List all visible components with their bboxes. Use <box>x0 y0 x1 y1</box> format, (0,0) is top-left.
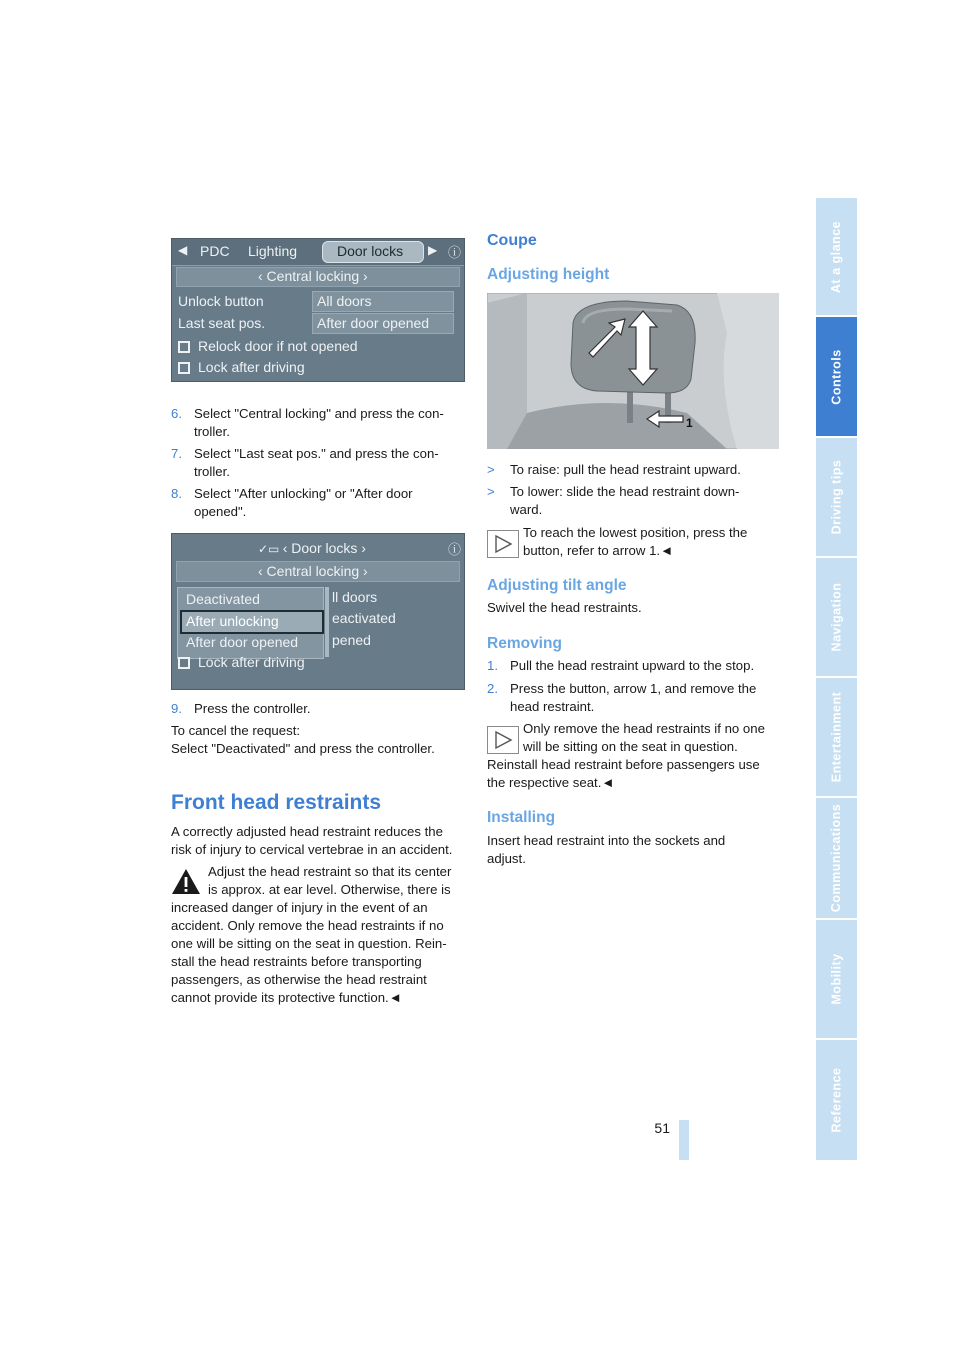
warning-line-1: Adjust the head restraint so that its center <box>208 864 452 879</box>
head-restraint-illustration <box>487 293 779 449</box>
bullet-raise: > To raise: pull the head restraint upward. <box>487 462 741 477</box>
warning-line-4: accident. Only remove the head restraints if no <box>171 918 444 933</box>
warning-line-2: is approx. at ear level. Otherwise, there is <box>208 882 451 897</box>
bullet-lower: > To lower: slide the head restraint down- <box>487 484 740 499</box>
options-icon: ⓘ <box>448 542 462 557</box>
warning-line-7: passengers, as otherwise the head restraint <box>171 972 427 987</box>
header-door-locks: ✓▭ ‹ Door locks › <box>258 540 366 556</box>
step-6: 6. Select "Central locking" and press the con- troller. <box>171 406 444 439</box>
submenu-central-locking: ‹ Central locking › <box>258 268 368 284</box>
options-icon: ⓘ <box>448 245 462 260</box>
menu-tab-door-locks: Door locks <box>337 243 404 259</box>
row-unlock-button: Unlock button <box>178 293 264 309</box>
step-9: 9. Press the controller. <box>171 701 311 716</box>
side-tab-reference[interactable]: Reference <box>816 1040 857 1160</box>
intro-line-2: risk of injury to cervical vertebrae in an accident. <box>171 842 453 857</box>
heading-adjusting-tilt-angle: Adjusting tilt angle <box>487 577 627 594</box>
left-arrow-icon: ◀ <box>178 243 188 257</box>
checkbox-lock-after-driving: Lock after driving <box>178 654 305 670</box>
warning-line-3: increased danger of injury in the event of an <box>171 900 428 915</box>
value-after-door-opened: After door opened <box>317 315 430 331</box>
step-8: 8. Select "After unlocking" or "After door opened". <box>171 486 413 519</box>
note-play-icon <box>487 530 519 558</box>
warning-triangle-icon <box>171 868 201 895</box>
side-tab-communications[interactable]: Communications <box>816 798 857 918</box>
bg-item-opened: pened <box>332 632 371 648</box>
heading-adjusting-height: Adjusting height <box>487 266 610 283</box>
note-play-icon <box>487 726 519 754</box>
side-tab-controls[interactable]: Controls <box>816 317 857 436</box>
right-arrow-icon: ▶ <box>428 243 438 257</box>
remove-step-2: 2. Press the button, arrow 1, and remove the <box>487 681 757 696</box>
row-last-seat-pos: Last seat pos. <box>178 315 266 331</box>
note2-line-3: Reinstall head restraint before passengers use <box>487 757 760 772</box>
option-deactivated: Deactivated <box>186 591 260 607</box>
side-tab-at-a-glance[interactable]: At a glance <box>816 198 857 315</box>
install-line-1: Insert head restraint into the sockets and <box>487 833 726 848</box>
bg-item-deactivated: eactivated <box>332 610 396 626</box>
side-tab-navigation[interactable]: Navigation <box>816 558 857 676</box>
submenu-central-locking: ‹ Central locking › <box>258 563 368 579</box>
checkbox-icon <box>178 341 190 353</box>
side-tab-driving-tips[interactable]: Driving tips <box>816 438 857 556</box>
heading-installing: Installing <box>487 809 556 826</box>
idrive-screen-central-locking <box>171 533 465 690</box>
warning-line-6: stall the head restraints before transporting <box>171 954 422 969</box>
checkbox-icon <box>178 362 190 374</box>
menu-tab-lighting: Lighting <box>248 243 298 259</box>
side-tab-entertainment[interactable]: Entertainment <box>816 678 857 796</box>
install-line-2: adjust. <box>487 851 526 866</box>
heading-coupe: Coupe <box>487 232 537 249</box>
warning-line-5: one will be sitting on the seat in question. Rein- <box>171 936 447 951</box>
idrive-screen-door-locks <box>171 238 465 382</box>
section-title-front-head-restraints: Front head restraints <box>171 791 382 814</box>
checkbox-lock-after-driving: Lock after driving <box>178 359 305 375</box>
bullet-lower-cont: ward. <box>510 502 543 517</box>
remove-step-1: 1. Pull the head restraint upward to the stop. <box>487 658 755 673</box>
note1-line-2: button, refer to arrow 1.◄ <box>523 543 674 558</box>
tilt-text: Swivel the head restraints. <box>487 600 642 615</box>
note2-line-1: Only remove the head restraints if no one <box>523 721 765 736</box>
value-all-doors: All doors <box>317 293 372 309</box>
note1-line-1: To reach the lowest position, press the <box>523 525 748 540</box>
checkbox-relock-door: Relock door if not opened <box>178 338 358 354</box>
step-7: 7. Select "Last seat pos." and press the con- troller. <box>171 446 439 479</box>
option-after-unlocking-selected: After unlocking <box>186 613 279 629</box>
figure-arrow-label: 1 <box>686 416 693 430</box>
page-number: 51 <box>654 1120 670 1136</box>
cancel-instruction-1: To cancel the request: <box>171 723 301 738</box>
cancel-instruction-2: Select "Deactivated" and press the controller. <box>171 741 435 756</box>
note2-line-2: will be sitting on the seat in question. <box>523 739 738 754</box>
menu-tab-pdc: PDC <box>200 243 230 259</box>
page-number-marker <box>679 1120 689 1160</box>
note2-line-4: the respective seat.◄ <box>487 775 615 790</box>
intro-line-1: A correctly adjusted head restraint reduces the <box>171 824 443 839</box>
heading-removing: Removing <box>487 635 562 652</box>
option-after-door-opened: After door opened <box>186 634 299 650</box>
side-tab-mobility[interactable]: Mobility <box>816 920 857 1038</box>
warning-line-8: cannot provide its protective function.◄ <box>171 990 402 1005</box>
bg-item-all-doors: ll doors <box>332 589 378 605</box>
checkbox-icon <box>178 657 190 669</box>
remove-step-2-cont: head restraint. <box>510 699 595 714</box>
